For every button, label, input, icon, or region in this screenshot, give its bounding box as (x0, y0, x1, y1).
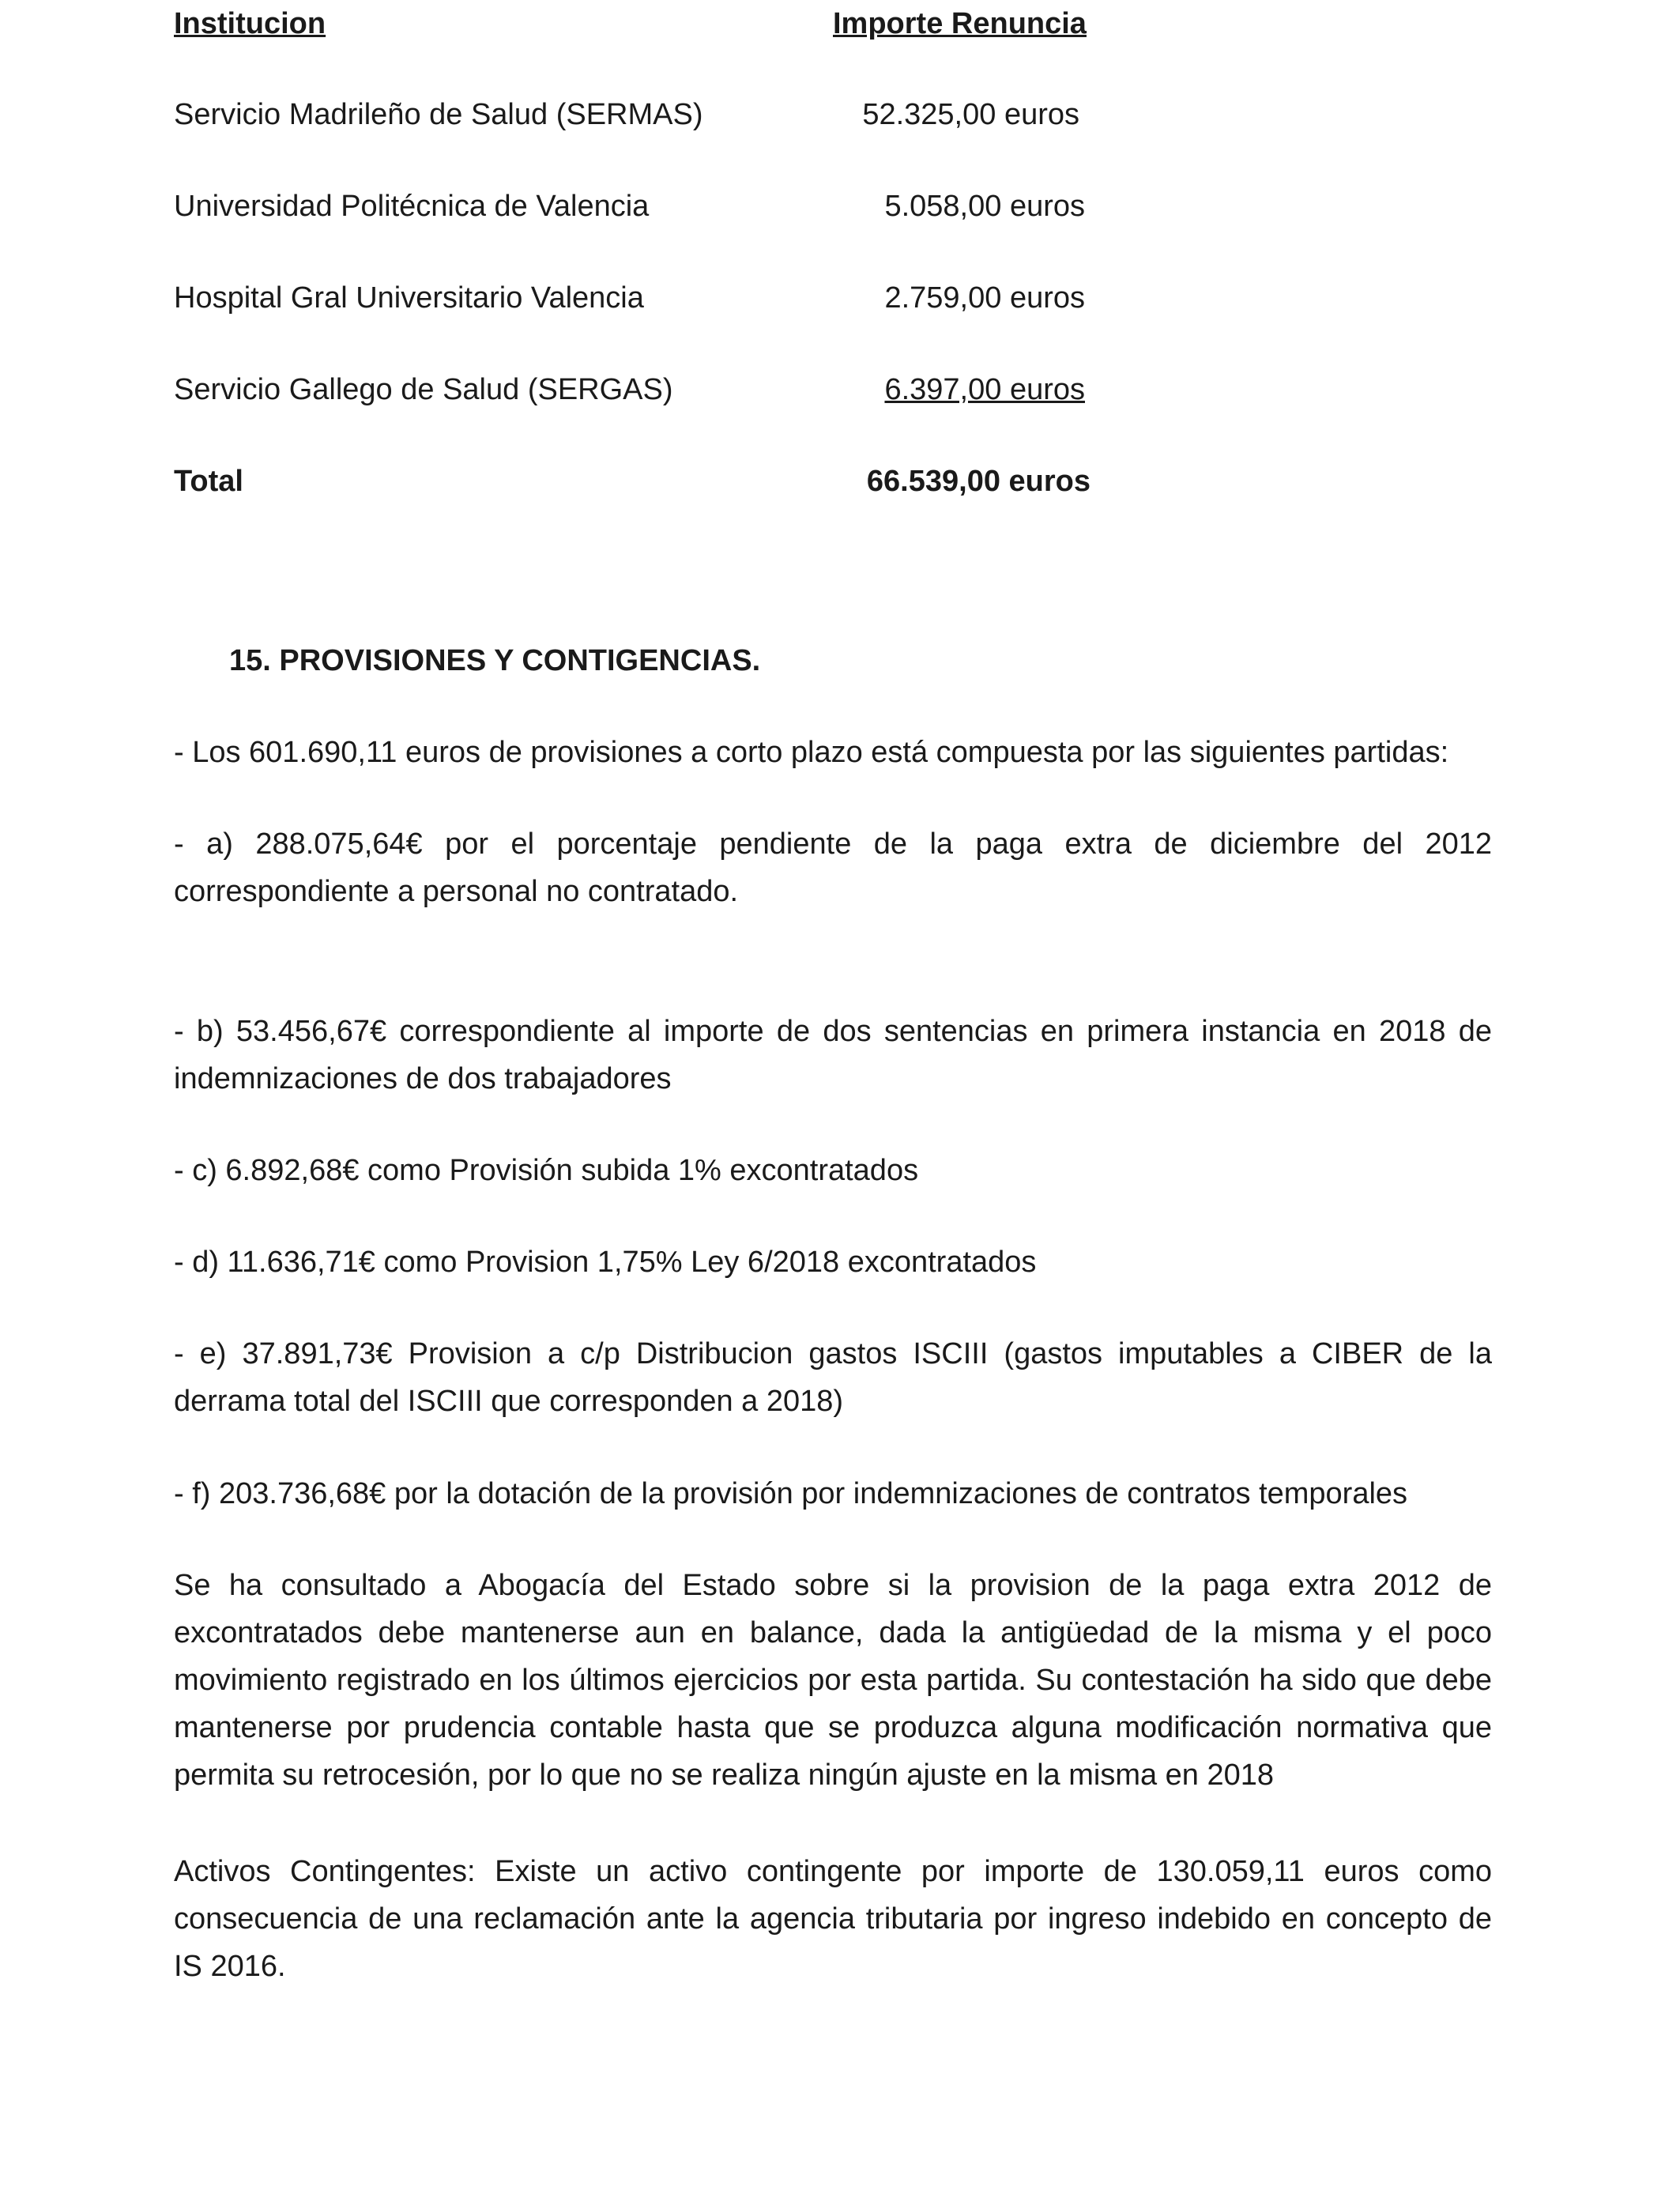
total-label: Total (174, 465, 243, 498)
paragraph-abogacia: Se ha consultado a Abogacía del Estado sobre si la provision de la paga extra 2012 de excontratados debe mantenerse aun en balance, dada la antigüedad de la misma y el poco movimiento registrado en los últimos ejercicios por esta partida. Su contestación ha sido que debe mantenerse por prudencia contable hasta que se produzca alguna modificación normativa que permita su retrocesión, por lo que no se realiza ningún ajuste en la misma en 2018 (174, 1569, 1492, 1792)
total-amount: 66.539,00 euros (866, 465, 1090, 498)
row-amount: 6.397,00 euros (884, 373, 1085, 406)
section-title: 15. PROVISIONES Y CONTIGENCIAS. (229, 644, 761, 677)
paragraph-item-d: - d) 11.636,71€ como Provision 1,75% Ley 6/2018 excontratados (174, 1246, 1037, 1279)
row-amount: 52.325,00 euros (862, 98, 1079, 131)
paragraph-item-e: - e) 37.891,73€ Provision a c/p Distribucion gastos ISCIII (gastos imputables a CIBER de la derrama total del ISCIII que corresponden a 2018) (174, 1337, 1492, 1418)
paragraph-item-f: - f) 203.736,68€ por la dotación de la provisión por indemnizaciones de contratos temporales (174, 1477, 1408, 1510)
paragraph-item-a: - a) 288.075,64€ por el porcentaje pendiente de la paga extra de diciembre del 2012 correspondiente a personal no contratado. (174, 827, 1492, 908)
row-amount: 5.058,00 euros (884, 190, 1085, 223)
paragraph-item-b: - b) 53.456,67€ correspondiente al importe de dos sentencias en primera instancia en 2018 de indemnizaciones de dos trabajadores (174, 1015, 1492, 1095)
paragraph-intro: - Los 601.690,11 euros de provisiones a corto plazo está compuesta por las siguientes partidas: (174, 736, 1449, 769)
row-institution: Hospital Gral Universitario Valencia (174, 281, 644, 315)
table-total-row (174, 459, 1122, 507)
row-institution: Servicio Madrileño de Salud (SERMAS) (174, 98, 703, 131)
row-institution: Universidad Politécnica de Valencia (174, 190, 650, 223)
table-row (174, 368, 1122, 415)
row-amount: 2.759,00 euros (884, 281, 1085, 315)
table-row (174, 184, 1122, 232)
header-amount: Importe Renuncia (833, 7, 1087, 40)
table-row (174, 276, 1122, 323)
table-row (174, 92, 1122, 140)
paragraph-activos-contingentes: Activos Contingentes: Existe un activo contingente por importe de 130.059,11 euros como consecuencia de una reclamación ante la agencia tributaria por ingreso indebido en concepto de IS 2016. (174, 1855, 1492, 1983)
header-institution: Institucion (174, 7, 326, 40)
paragraph-item-c: - c) 6.892,68€ como Provisión subida 1% excontratados (174, 1154, 919, 1187)
row-institution: Servicio Gallego de Salud (SERGAS) (174, 373, 673, 406)
table-header (174, 2, 1122, 49)
